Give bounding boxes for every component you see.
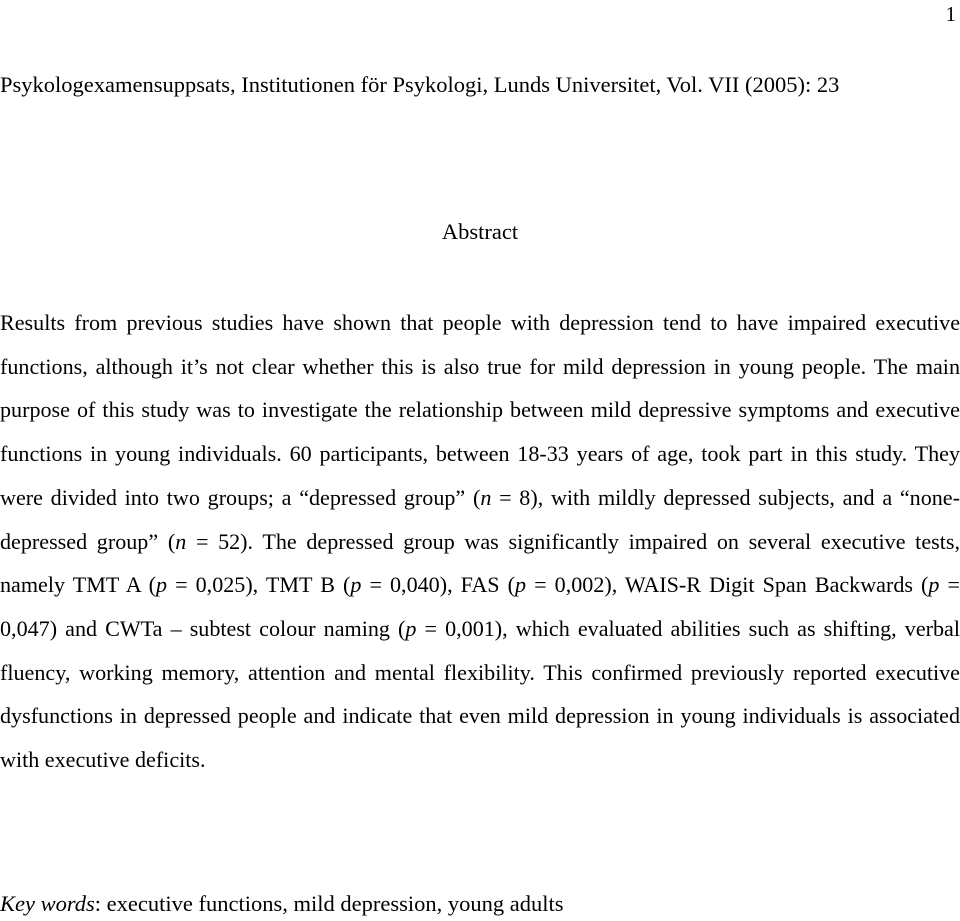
- keywords: [0, 889, 960, 919]
- keywords-label: Key words: [0, 891, 95, 916]
- keywords-text: : executive functions, mild depression, young adults: [94, 891, 564, 916]
- symbol-n: n: [480, 484, 492, 510]
- journal-citation: Psykologexamensuppsats, Institutionen för Psykologi, Lunds Universitet, Vol. VII (2005): 23: [0, 72, 840, 97]
- abstract-text: = 8), with mildly depressed subjects, and a “none-depressed group” (: [0, 484, 960, 554]
- abstract-text: = 52). The depressed group was significantly impaired on several executive tests, namely TMT A (: [0, 528, 960, 598]
- symbol-p: p: [405, 615, 417, 641]
- abstract-text: = 0,001), which evaluated abilities such as shifting, verbal fluency, working memory, attention and mental flexibility. This confirmed previously reported executive dysfunctions in depressed people and indicate that even mild depression in young individuals is associated with executive deficits.: [0, 615, 960, 773]
- abstract-text: = 0,025), TMT B (: [167, 572, 351, 598]
- symbol-p: p: [155, 572, 168, 598]
- abstract-text: = 0,040), FAS (: [361, 572, 515, 598]
- page-number: 1: [945, 2, 956, 26]
- abstract-heading: Abstract: [441, 219, 519, 244]
- abstract-body: [0, 301, 960, 782]
- symbol-p: p: [350, 572, 362, 598]
- abstract-text: Results from previous studies have shown that people with depression tend to have impaired executive functions, although it’s not clear whether this is also true for mild depression in young people. The main purpose of this study was to investigate the relationship between mild depressive symptoms and executive functions in young individuals. 60 participants, between 18-33 years of age, took part in this study. They were divided into two groups; a “depressed group” (: [0, 310, 960, 510]
- symbol-p: p: [928, 572, 940, 598]
- symbol-n: n: [175, 528, 187, 554]
- abstract-text: = 0,002), WAIS-R Digit Span Backwards (: [526, 572, 929, 598]
- abstract-text: = 0,047) and CWTa – subtest colour naming (: [0, 572, 960, 641]
- symbol-p: p: [515, 572, 527, 598]
